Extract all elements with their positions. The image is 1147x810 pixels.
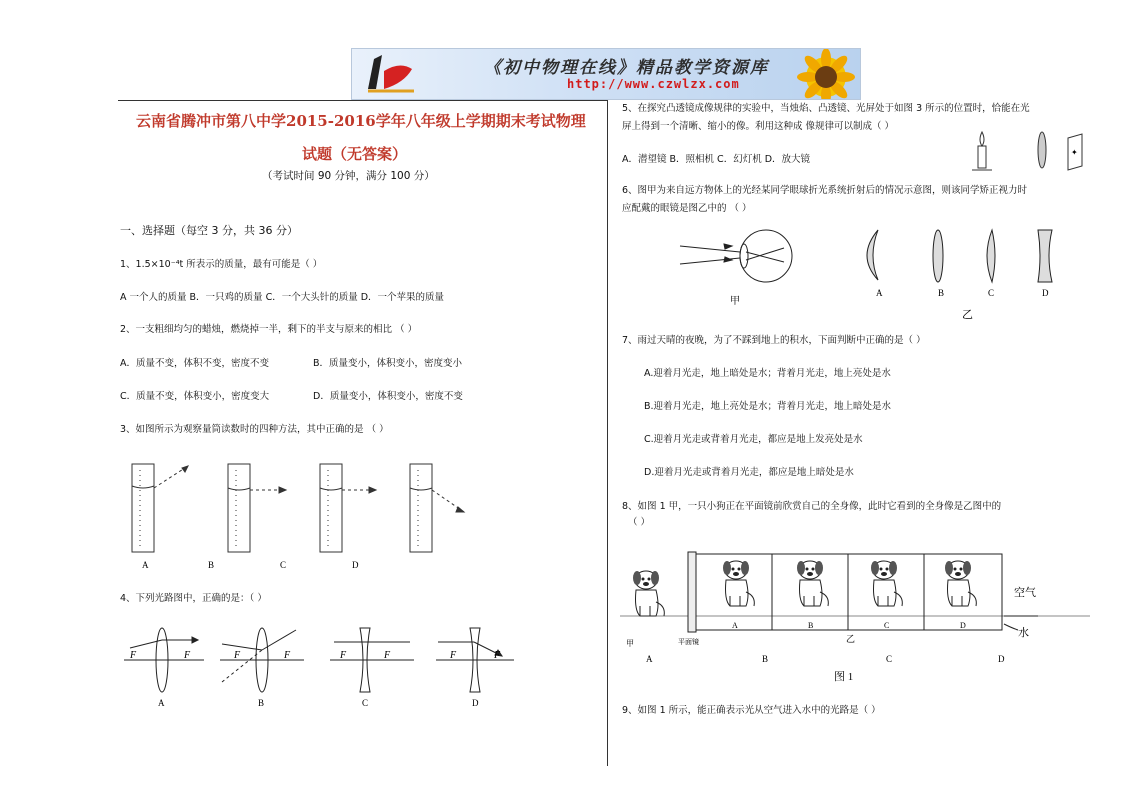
q4-label-a: A [158,698,165,708]
q2-option-a: A．质量不变，体积不变，密度不变 [120,358,269,369]
q1-stem: 1、1.5×10⁻⁴t 所表示的质量，最有可能是（ ） [120,259,323,270]
q4-lens-b [220,628,304,692]
header-rule [118,100,608,101]
lens-d-icon [1038,230,1052,282]
q4-label-b: B [258,698,265,708]
q3-label-d: D [352,560,359,570]
q8-box-label-a: A [732,621,738,630]
mirror-icon [688,552,696,632]
dog-option-d-icon [945,561,976,606]
q6-stem-line2: 应配戴的眼镜是图乙中的 （ ） [622,203,752,214]
q8-box-label-b: B [808,621,814,630]
q9-stem: 9、如图 1 所示，能正确表示光从空气进入水中的光路是（ ） [622,705,881,716]
q8-box-label-c: C [884,621,890,630]
q8-dog-mirror-figure [620,546,1090,686]
q5-candle-lens-screen-figure [968,128,1088,178]
q5-stem-line2: 屏上得到一个清晰、缩小的像。利用这种成 像规律可以制成（ ） [622,121,895,132]
q8-air-label: 空气 [1014,587,1036,599]
lens-b-icon [933,230,943,282]
q3-cylinder-figure [118,458,488,578]
q7-option-c: C.迎着月光走或背着月光走，都应是地上发亮处是水 [644,434,863,445]
q4-label-d: D [472,698,479,708]
q4-d-focus-left: F [450,650,457,661]
q7-option-b: B.迎着月光走，地上亮处是水；背着月光走，地上暗处是水 [644,401,892,412]
q8-jia: 甲 [626,639,634,648]
q6-label-c: C [988,288,995,298]
q8-mirror-label: 平面镜 [678,638,699,646]
section-heading: 一、选择题（每空 3 分，共 36 分） [120,224,298,237]
q6-jia: 甲 [730,296,740,307]
q4-a-focus-left: F [130,650,137,661]
eye-diagram [680,230,792,282]
q3-cylinder-c [320,464,376,552]
q4-c-focus-right: F [384,650,391,661]
svg-text:✦: ✦ [1071,148,1078,157]
q3-label-b: B [208,560,215,570]
site-logo-icon [360,53,418,95]
banner-title: 《初中物理在线》精品教学资源库 [484,58,769,78]
q6-stem-line1: 6、图甲为来自远方物体上的光经某同学眼球折光系统折射后的情况示意图，则该同学矫正视力时 [622,185,1028,196]
q4-lens-d [436,628,514,692]
column-divider [607,100,608,766]
q2-option-d: D．质量变小，体积变小，密度不变 [313,391,463,402]
q3-cylinder-d [410,464,464,552]
q2-stem: 2、一支粗细均匀的蜡烛，燃烧掉一半，剩下的半支与原来的相比 （ ） [120,324,418,335]
q6-label-d: D [1042,288,1049,298]
q5-stem-line1: 5、在探究凸透镜成像规律的实验中，当烛焰、凸透镜、光屏处于如图 3 所示的位置时，恰能在光 [622,103,1030,114]
q6-label-a: A [876,288,883,298]
q1-options: A 一个人的质量 B．一只鸡的质量 C．一个大头针的质量 D．一个苹果的质量 [120,292,445,303]
q8-stem-line1: 8、如图 1 甲，一只小狗正在平面镜前欣赏自己的全身像，此时它看到的全身像是乙图中的 [622,501,1002,512]
q8-yi: 乙 [846,634,856,644]
q8-stem-line2: （ ） [628,517,651,528]
dog-option-b-icon [797,561,828,606]
q3-label-a: A [142,560,149,570]
q8-water-label: 水 [1018,627,1029,639]
q2-option-b: B．质量变小，体积变小，密度变小 [313,358,463,369]
q7-option-a: A.迎着月光走，地上暗处是水；背着月光走，地上亮处是水 [644,368,891,379]
q7-stem: 7、雨过天晴的夜晚，为了不踩到地上的积水，下面判断中正确的是（ ） [622,335,926,346]
dog-option-c-icon [871,561,902,606]
exam-info: （考试时间 90 分钟，满分 100 分） [262,170,435,182]
candle-icon [972,132,992,170]
page-title-line1: 云南省腾冲市第八中学2015-2016学年八年级上学期期末考试物理 [136,112,586,130]
dog-original-icon [633,571,664,616]
q4-c-focus-left: F [340,650,347,661]
q2-option-c: C．质量不变，体积变小，密度变大 [120,391,270,402]
q8-label-c: C [886,654,893,664]
screen-icon [1068,134,1082,170]
q6-eye-lens-figure [676,222,1096,322]
q7-option-d: D.迎着月光走或背着月光走，都应是地上暗处是水 [644,467,854,478]
q3-cylinder-a [132,464,188,552]
q4-d-focus-right: F [494,650,501,661]
q5-options: A．潜望镜 B．照相机 C．幻灯机 D．放大镜 [622,154,811,165]
page-title-line2: 试题（无答案） [302,145,408,163]
sunflower-icon [782,49,860,99]
q4-label-c: C [362,698,369,708]
q3-cylinder-b [228,464,286,552]
q4-a-focus-right: F [184,650,191,661]
q4-lens-figure [118,622,518,714]
site-banner [351,48,861,100]
convex-lens-icon [1038,132,1046,168]
dog-option-a-icon [723,561,754,606]
q8-figure-caption: 图 1 [834,671,854,683]
q4-b-focus-right: F [284,650,291,661]
q8-label-b: B [762,654,769,664]
q8-label-a: A [646,654,653,664]
q6-label-b: B [938,288,945,298]
q3-label-c: C [280,560,287,570]
lens-a-icon [867,230,878,280]
q6-yi: 乙 [962,309,973,321]
q8-box-label-d: D [960,621,966,630]
lens-c-icon [987,230,995,282]
q8-label-d: D [998,654,1005,664]
banner-url[interactable]: http://www.czwlzx.com [567,77,740,91]
q4-stem: 4、下列光路图中，正确的是：（ ） [120,593,267,604]
q4-b-focus-left: F [234,650,241,661]
q3-stem: 3、如图所示为观察量筒读数时的四种方法，其中正确的是 （ ） [120,424,389,435]
